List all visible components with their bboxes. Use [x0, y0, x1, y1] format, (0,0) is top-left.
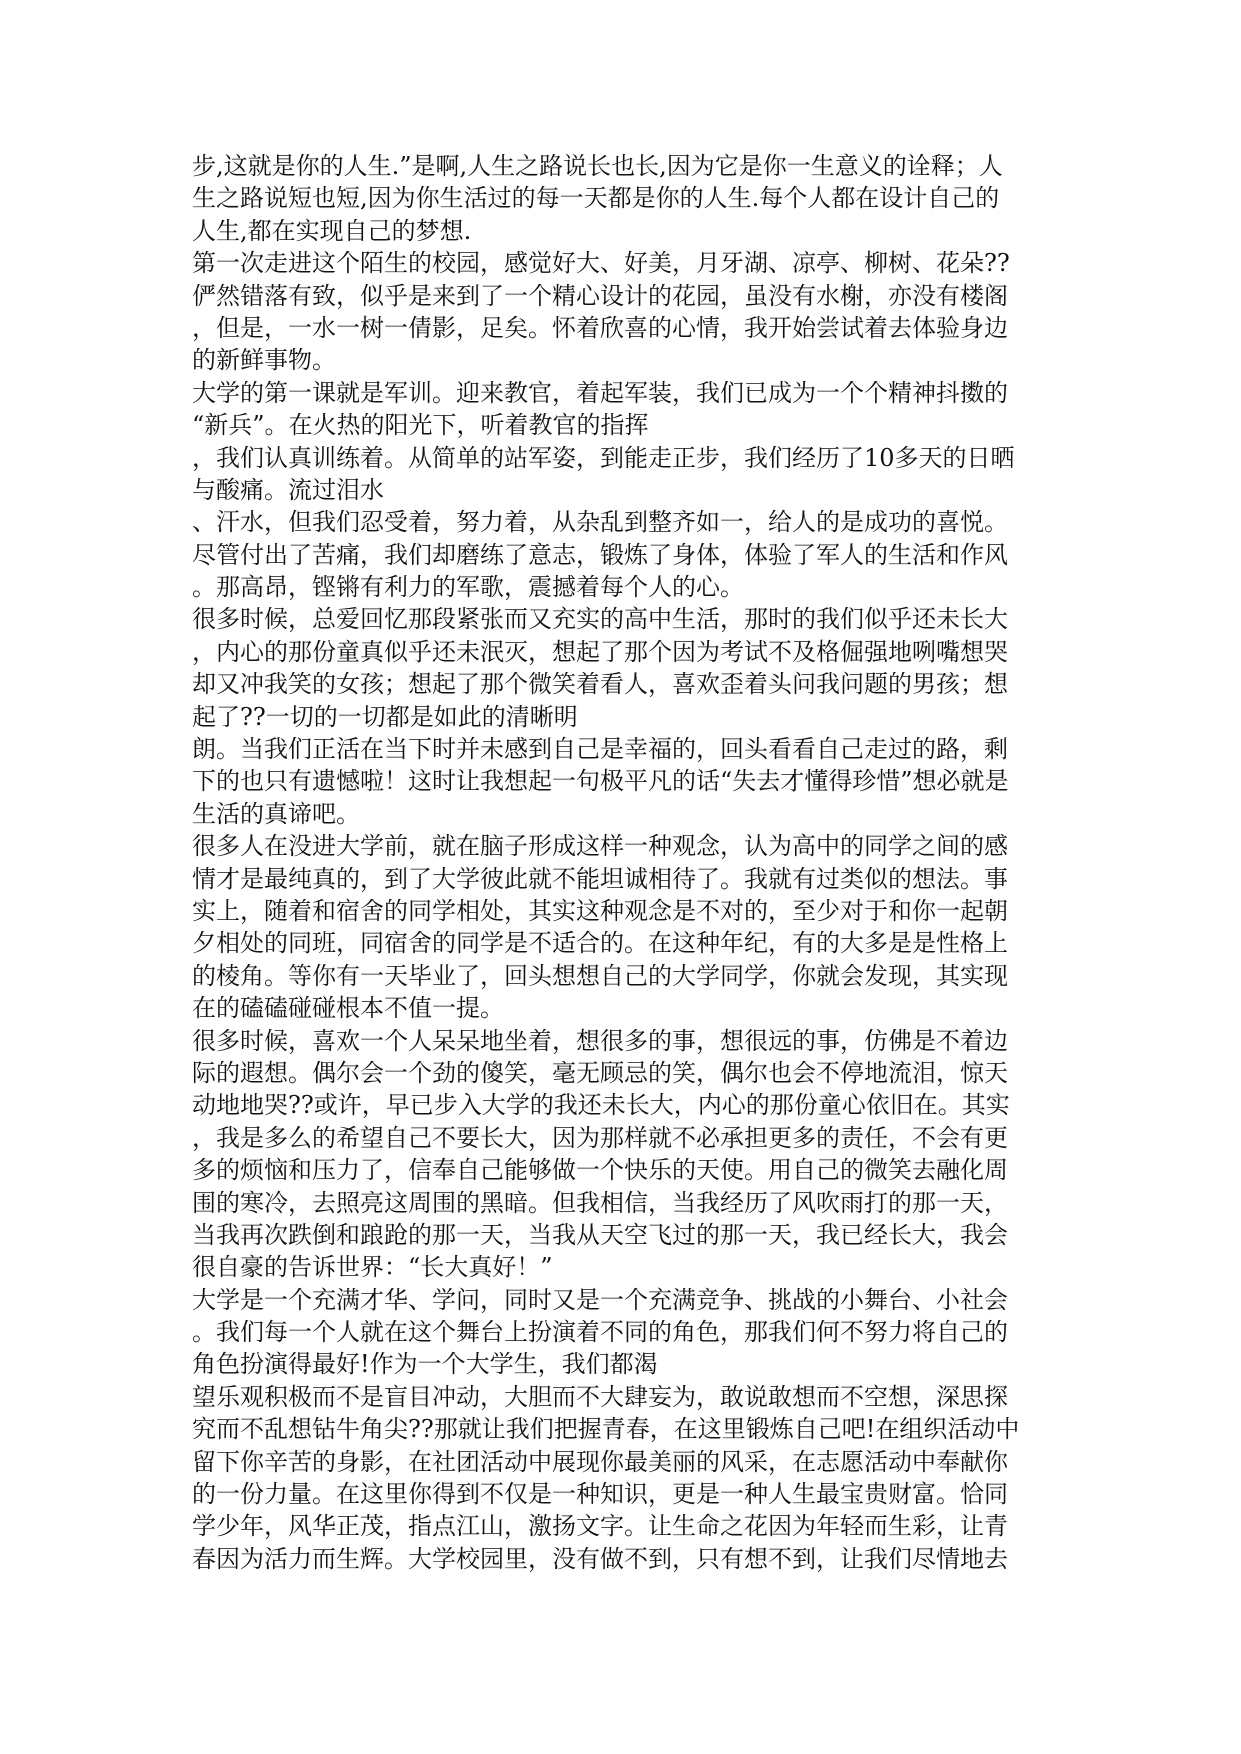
text-line: 很自豪的告诉世界：“长大真好！” [192, 1253, 553, 1282]
text-line: 很多人在没进大学前，就在脑子形成这样一种观念，认为高中的同学之间的感 [192, 832, 1008, 861]
text-line: 夕相处的同班，同宿舍的同学是不适合的。在这种年纪，有的大多是是性格上 [192, 929, 1008, 958]
text-line: 究而不乱想钻牛角尖??那就让我们把握青春，在这里锻炼自己吧!在组织活动中 [192, 1415, 1020, 1444]
text-line: 当我再次跌倒和踉跄的那一天，当我从天空飞过的那一天，我已经长大，我会 [192, 1220, 1008, 1249]
text-line: 步,这就是你的人生.”是啊,人生之路说长也长,因为它是你一生意义的诠释；人 [192, 152, 1003, 180]
text-line: 实上，随着和宿舍的同学相处，其实这种观念是不对的，至少对于和你一起朝 [192, 896, 1008, 925]
text-line: 围的寒冷，去照亮这周围的黑暗。但我相信，当我经历了风吹雨打的那一天， [192, 1188, 1008, 1217]
text-line: 。那高昂，铿锵有利力的军歌，震撼着每个人的心。 [192, 573, 744, 602]
text-line: 起了??一切的一切都是如此的清晰明 [192, 702, 578, 731]
text-line: 角色扮演得最好!作为一个大学生，我们都渴 [192, 1350, 658, 1379]
text-line: 情才是最纯真的，到了大学彼此就不能坦诚相待了。我就有过类似的想法。事 [192, 864, 1008, 893]
text-line: 俨然错落有致，似乎是来到了一个精心设计的花园，虽没有水榭，亦没有楼阁 [192, 281, 1008, 310]
text-line: 际的遐想。偶尔会一个劲的傻笑，毫无顾忌的笑，偶尔也会不停地流泪，惊天 [192, 1058, 1008, 1087]
text-line: ，但是，一水一树一倩影，足矣。怀着欣喜的心情，我开始尝试着去体验身边 [192, 313, 1008, 342]
body-text [192, 150, 1072, 1575]
text-line: 第一次走进这个陌生的校园，感觉好大、好美，月牙湖、凉亭、柳树、花朵?? [192, 249, 1010, 278]
text-line: 大学是一个充满才华、学问，同时又是一个充满竞争、挑战的小舞台、小社会 [192, 1285, 1008, 1314]
text-line: 人生,都在实现自己的梦想. [192, 216, 472, 245]
text-line: ，内心的那份童真似乎还未泯灭，想起了那个因为考试不及格倔强地咧嘴想哭 [192, 637, 1008, 666]
text-line: 学少年，风华正茂，指点江山，激扬文字。让生命之花因为年轻而生彩，让青 [192, 1512, 1008, 1541]
text-line: 的棱角。等你有一天毕业了，回头想想自己的大学同学，你就会发现，其实现 [192, 961, 1008, 990]
text-line: 留下你辛苦的身影，在社团活动中展现你最美丽的风采，在志愿活动中奉献你 [192, 1447, 1008, 1476]
text-line: 与酸痛。流过泪水 [192, 475, 384, 504]
text-line: 生活的真谛吧。 [192, 799, 360, 828]
text-line: “新兵”。在火热的阳光下，听着教官的指挥 [192, 411, 649, 440]
text-line: 的一份力量。在这里你得到不仅是一种知识，更是一种人生最宝贵财富。恰同 [192, 1480, 1008, 1509]
text-line: 的新鲜事物。 [192, 346, 336, 375]
text-line: 多的烦恼和压力了，信奉自己能够做一个快乐的天使。用自己的微笑去融化周 [192, 1156, 1008, 1185]
text-line: 下的也只有遗憾啦！这时让我想起一句极平凡的话“失去才懂得珍惜”想必就是 [192, 767, 1009, 796]
text-line: 、汗水，但我们忍受着，努力着，从杂乱到整齐如一，给人的是成功的喜悦。 [192, 508, 1008, 537]
text-line: 却又冲我笑的女孩；想起了那个微笑着看人，喜欢歪着头问我问题的男孩；想 [192, 670, 1008, 699]
text-line: 动地地哭??或许，早已步入大学的我还未长大，内心的那份童心依旧在。其实 [192, 1091, 1010, 1120]
text-line: 。我们每一个人就在这个舞台上扮演着不同的角色，那我们何不努力将自己的 [192, 1318, 1008, 1347]
text-line: 很多时候，总爱回忆那段紧张而又充实的高中生活，那时的我们似乎还未长大 [192, 605, 1008, 634]
text-line: 尽管付出了苦痛，我们却磨练了意志，锻炼了身体，体验了军人的生活和作风 [192, 540, 1008, 569]
text-line: 春因为活力而生辉。大学校园里，没有做不到，只有想不到，让我们尽情地去 [192, 1544, 1008, 1573]
text-line: ，我是多么的希望自己不要长大，因为那样就不必承担更多的责任，不会有更 [192, 1123, 1008, 1152]
text-line: 望乐观积极而不是盲目冲动，大胆而不大肆妄为，敢说敢想而不空想，深思探 [192, 1382, 1008, 1411]
text-line: 朗。当我们正活在当下时并未感到自己是幸福的，回头看看自己走过的路，剩 [192, 735, 1008, 764]
text-line: 生之路说短也短,因为你生活过的每一天都是你的人生.每个人都在设计自己的 [192, 184, 1000, 213]
text-line: 很多时候，喜欢一个人呆呆地坐着，想很多的事，想很远的事，仿佛是不着边 [192, 1026, 1008, 1055]
text-line: 在的磕磕碰碰根本不值一提。 [192, 994, 504, 1023]
text-line: 大学的第一课就是军训。迎来教官，着起军装，我们已成为一个个精神抖擞的 [192, 378, 1008, 407]
text-line: ，我们认真训练着。从简单的站军姿，到能走正步，我们经历了10多天的日晒 [192, 443, 1015, 472]
